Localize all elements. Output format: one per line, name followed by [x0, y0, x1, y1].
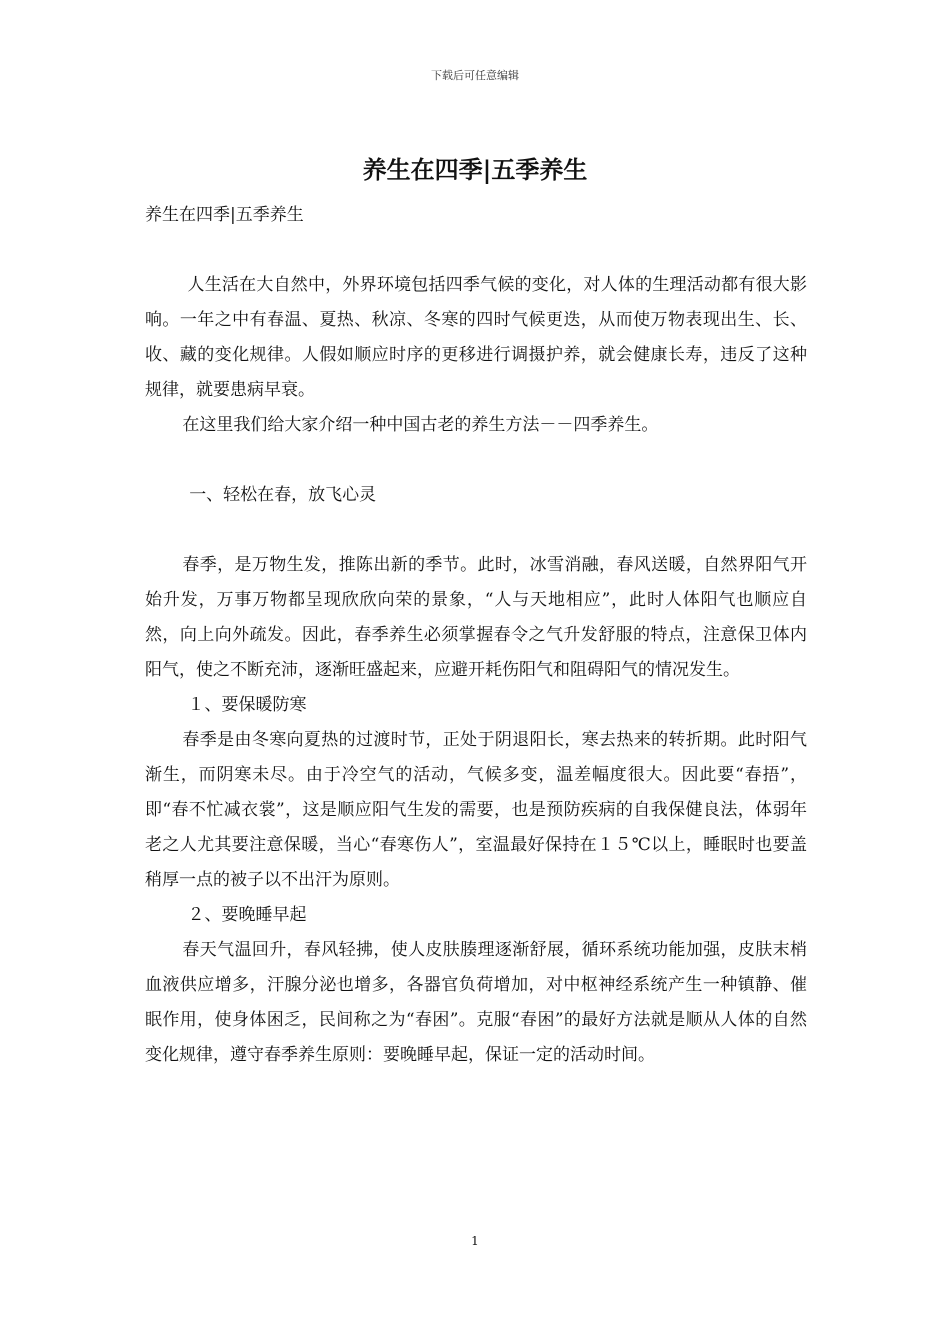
keep-warm-paragraph: 春季是由冬寒向夏热的过渡时节，正处于阴退阳长，寒去热来的转折期。此时阳气渐生，而阴寒未尽。由于冷空气的活动，气候多变，温差幅度很大。因此要“春捂”，即“春不忙减衣裳”，这是顺应阳气生发的需要，也是预防疾病的自我保健良法，体弱年老之人尤其要注意保暖，当心“春寒伤人”，室温最好保持在１５℃以上，睡眠时也要盖稍厚一点的被子以不出汗为原则。	[145, 730, 807, 890]
page-number: 1	[471, 1234, 479, 1248]
document-title: 养生在四季|五季养生	[362, 155, 588, 184]
item-heading-keep-warm: １、要保暖防寒	[187, 695, 307, 715]
spring-paragraph: 春季，是万物生发，推陈出新的季节。此时，冰雪消融，春风送暖，自然界阳气开始升发，万事万物都呈现欣欣向荣的景象，“人与天地相应”，此时人体阳气也顺应自然，向上向外疏发。因此，春季养生必须掌握春令之气升发舒服的特点，注意保卫体内阳气，使之不断充沛，逐渐旺盛起来，应避开耗伤阳气和阻碍阳气的情况发生。	[145, 555, 807, 680]
page-header-note: 下载后可任意编辑	[431, 69, 519, 82]
document-subtitle: 养生在四季|五季养生	[145, 205, 304, 225]
sleep-paragraph: 春天气温回升，春风轻拂，使人皮肤腠理逐渐舒展，循环系统功能加强，皮肤末梢血液供应增多，汗腺分泌也增多，各器官负荷增加，对中枢神经系统产生一种镇静、催眠作用，使身体困乏，民间称之为“春困”。克服“春困”的最好方法就是顺从人体的自然变化规律，遵守春季养生原则：要晚睡早起，保证一定的活动时间。	[145, 940, 807, 1065]
document-body	[145, 268, 807, 1073]
introduce-paragraph: 在这里我们给大家介绍一种中国古老的养生方法－－四季养生。	[182, 415, 659, 435]
spacer	[145, 513, 807, 548]
section-heading-spring: 一、轻松在春，放飞心灵	[189, 485, 377, 505]
item-heading-sleep: ２、要晚睡早起	[187, 905, 307, 925]
intro-paragraph: 人生活在大自然中，外界环境包括四季气候的变化，对人体的生理活动都有很大影响。一年之中有春温、夏热、秋凉、冬寒的四时气候更迭，从而使万物表现出生、长、收、藏的变化规律。人假如顺应时序的更移进行调摄护养，就会健康长寿，违反了这种规律，就要患病早衰。	[145, 275, 807, 400]
spacer	[145, 443, 807, 478]
